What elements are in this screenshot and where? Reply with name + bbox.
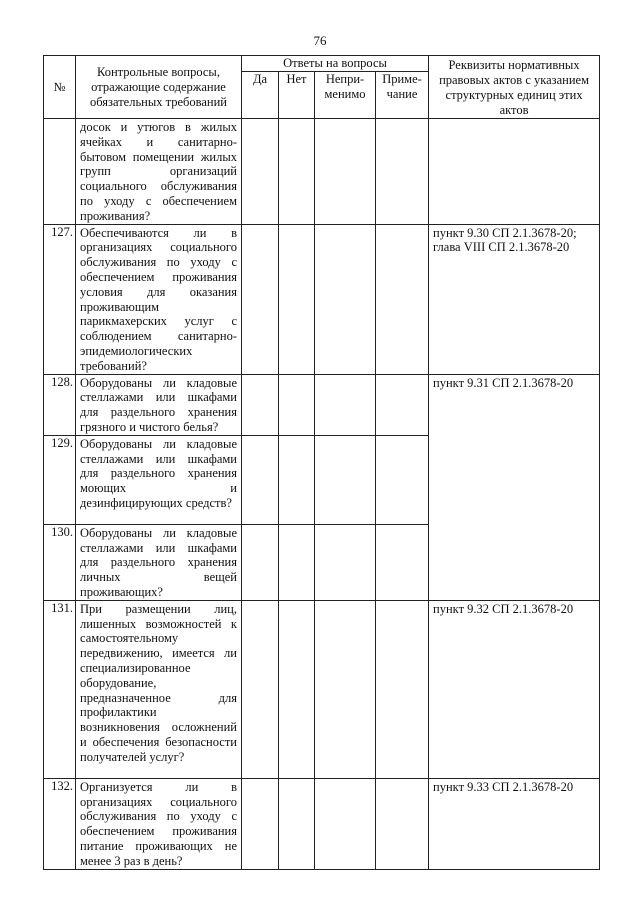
row-requisites: пункт 9.30 СП 2.1.3678-20; глава VIII СП 2.1.3678-20: [429, 224, 600, 374]
answer-no-cell[interactable]: [279, 119, 315, 225]
header-note: Приме-чание: [376, 72, 429, 119]
table-row: [44, 374, 600, 435]
answer-not-applicable-cell[interactable]: [315, 374, 376, 435]
row-question: Оборудованы ли кладовые стеллажами или шкафами для раздельного хранения грязного и чистого белья?: [76, 374, 242, 435]
answer-yes-cell[interactable]: [242, 524, 279, 600]
row-question: Обеспечиваются ли в организациях социального обслуживания по уходу с обеспечением проживания условия для оказания проживающим парикмахерских услуг с соблюдением санитарно-эпидемиологических требований?: [76, 224, 242, 374]
row-number: 131.: [44, 600, 76, 778]
header-row-1: [44, 56, 600, 72]
answer-no-cell[interactable]: [279, 600, 315, 778]
answer-not-applicable-cell[interactable]: [315, 524, 376, 600]
row-question: досок и утюгов в жилых ячейках и санитарно-бытовом помещении жилых групп организаций социального обслуживания по уходу с обеспечением проживания?: [76, 119, 242, 225]
answer-not-applicable-cell[interactable]: [315, 778, 376, 869]
answer-no-cell[interactable]: [279, 224, 315, 374]
table-row: [44, 600, 600, 778]
answer-no-cell[interactable]: [279, 524, 315, 600]
answer-note-cell[interactable]: [376, 524, 429, 600]
row-number: [44, 119, 76, 225]
table-row: [44, 119, 600, 225]
row-number: 130.: [44, 524, 76, 600]
header-yes: Да: [242, 72, 279, 119]
answer-note-cell[interactable]: [376, 778, 429, 869]
row-question: Оборудованы ли кладовые стеллажами или шкафами для раздельного хранения личных вещей проживающих?: [76, 524, 242, 600]
row-requisites: пункт 9.32 СП 2.1.3678-20: [429, 600, 600, 778]
row-number: 127.: [44, 224, 76, 374]
header-question: Контрольные вопросы, отражающие содержание обязательных требований: [76, 56, 242, 119]
row-number: 132.: [44, 778, 76, 869]
answer-yes-cell[interactable]: [242, 600, 279, 778]
answer-not-applicable-cell[interactable]: [315, 435, 376, 524]
answer-note-cell[interactable]: [376, 435, 429, 524]
answer-yes-cell[interactable]: [242, 119, 279, 225]
row-question: Организуется ли в организациях социального обслуживания по уходу с обеспечением проживания питание проживающих не менее 3 раз в день?: [76, 778, 242, 869]
answer-note-cell[interactable]: [376, 224, 429, 374]
page-number: 76: [313, 33, 327, 48]
header-number: №: [44, 56, 76, 119]
answer-note-cell[interactable]: [376, 119, 429, 225]
row-question: Оборудованы ли кладовые стеллажами или шкафами для раздельного хранения моющих и дезинфицирующих средств?: [76, 435, 242, 524]
table-row: [44, 778, 600, 869]
answer-yes-cell[interactable]: [242, 778, 279, 869]
answer-note-cell[interactable]: [376, 600, 429, 778]
row-number: 129.: [44, 435, 76, 524]
answer-not-applicable-cell[interactable]: [315, 224, 376, 374]
answer-yes-cell[interactable]: [242, 224, 279, 374]
header-answers: Ответы на вопросы: [242, 56, 429, 72]
header-requisites: Реквизиты нормативных правовых актов с указанием структурных единиц этих актов: [429, 56, 600, 119]
answer-yes-cell[interactable]: [242, 374, 279, 435]
answer-yes-cell[interactable]: [242, 435, 279, 524]
answer-not-applicable-cell[interactable]: [315, 600, 376, 778]
checklist-table: [43, 55, 600, 870]
row-number: 128.: [44, 374, 76, 435]
header-not-applicable: Непри-менимо: [315, 72, 376, 119]
header-no-answer: Нет: [279, 72, 315, 119]
answer-note-cell[interactable]: [376, 374, 429, 435]
answer-no-cell[interactable]: [279, 778, 315, 869]
answer-no-cell[interactable]: [279, 374, 315, 435]
row-question: При размещении лиц, лишенных возможностей к самостоятельному передвижению, имеется ли специализированное оборудование, предназначенное для профилактики возникновения осложнений и обеспечения безопасности получателей услуг?: [76, 600, 242, 778]
row-requisites: пункт 9.33 СП 2.1.3678-20: [429, 778, 600, 869]
answer-not-applicable-cell[interactable]: [315, 119, 376, 225]
row-requisites: [429, 119, 600, 225]
table-row: [44, 224, 600, 374]
row-requisites: пункт 9.31 СП 2.1.3678-20: [429, 374, 600, 600]
answer-no-cell[interactable]: [279, 435, 315, 524]
